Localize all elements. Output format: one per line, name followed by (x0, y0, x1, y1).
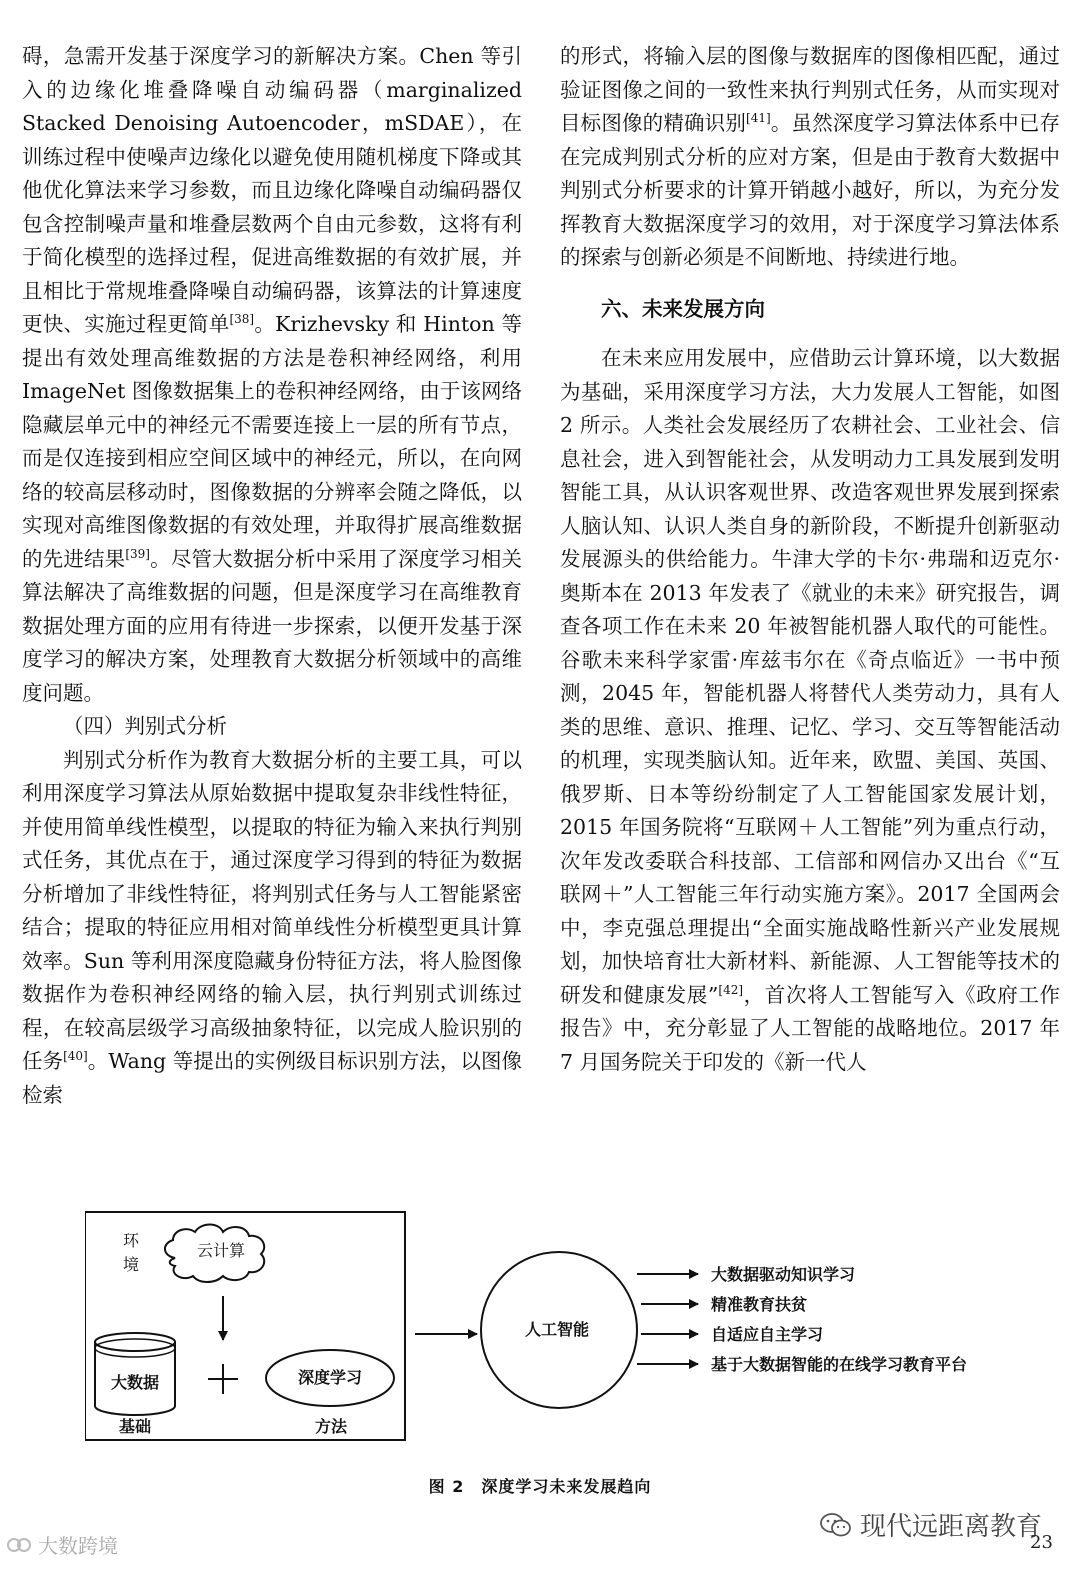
wechat-watermark (820, 1506, 1042, 1543)
base-label: 基础 (119, 1417, 152, 1436)
ai-label: 人工智能 (525, 1320, 590, 1339)
left-paragraph-2: 判别式分析作为教育大数据分析的主要工具，可以利用深度学习算法从原始数据中提取复杂非线性特征，并使用简单线性模型，以提取的特征为输入来执行判别式任务，其优点在于，通过深度学习得到的特征为数据分析增加了非线性特征，将判别式任务与人工智能紧密结合；提取的特征应用相对简单线性分析模型更具计算效率。Sun 等利用深度隐藏身份特征方法，将人脸图像数据作为卷积神经网络的输入层，执行判别式训练过程，在较高层级学习高级抽象特征，以完成人脸识别的任务[40]。Wang 等提出的实例级目标识别方法，以图像检索 (22, 747, 523, 1107)
citation-42: [42] (718, 982, 744, 997)
method-label: 方法 (315, 1417, 348, 1436)
page-number: 23 (1030, 1532, 1053, 1553)
citation-41: [41] (746, 111, 771, 126)
left-column (22, 40, 522, 1112)
figure-2-diagram (85, 1210, 1005, 1480)
corner-watermark-text: 大数跨境 (38, 1534, 118, 1558)
deep-learning-label: 深度学习 (298, 1368, 363, 1387)
right-paragraph-2: 在未来应用发展中，应借助云计算环境，以大数据为基础，采用深度学习方法，大力发展人工智能，如图 2 所示。人类社会发展经历了农耕社会、工业社会、信息社会，进入到智能社会，从发明动力工具发展到发明智能工具，从认识客观世界、改造客观世界发展到探索人脑认知、认识人类自身的新阶段，不断提升创新驱动发展源头的供给能力。牛津大学的卡尔·弗瑞和迈克尔·奥斯本在 2013 年发表了《就业的未来》研究报告，调查各项工作在未来 20 年被智能机器人取代的可能性。谷歌未来科学家雷·库兹韦尔在《奇点临近》一书中预测，2045 年，智能机器人将替代人类劳动力，具有人类的思维、意识、推理、记忆、学习、交互等智能活动的机理，实现类脑认知。近年来，欧盟、美国、英国、俄罗斯、日本等纷纷制定了人工智能国家发展计划，2015 年国务院将“互联网＋人工智能”列为重点行动，次年发改委联合科技部、工信部和网信办又出台《“互联网＋”人工智能三年行动实施方案》。2017 全国两会中，李克强总理提出“全面实施战略性新兴产业发展规划，加快培育壮大新材料、新能源、人工智能等技术的研发和健康发展”[42]，首次将人工智能写入《政府工作报告》中，充分彰显了人工智能的战略地位。2017 年 7 月国务院关于印发的《新一代人 (560, 346, 1061, 1074)
citation-39: [39] (125, 546, 150, 561)
output-label-1: 大数据驱动知识学习 (711, 1265, 856, 1284)
bigdata-label: 大数据 (111, 1373, 160, 1392)
corner-watermark (6, 1530, 118, 1559)
left-paragraph-1: 碍，急需开发基于深度学习的新解决方案。Chen 等引入的边缘化堆叠降噪自动编码器（marginalized Stacked Denoising Autoencoder，mSDAE），在训练过程中使噪声边缘化以避免使用随机梯度下降或其他优化算法来学习参数，而且边缘化降噪自动编码器仅包含控制噪声量和堆叠层数两个自由元参数，这将有利于简化模型的选择过程，促进高维数据的有效扩展，并且相比于常规堆叠降噪自动编码器，该算法的计算速度更快、实施过程更简单[38]。Krizhevsky 和 Hinton 等提出有效处理高维数据的方法是卷积神经网络，利用 ImageNet 图像数据集上的卷积神经网络，由于该网络隐藏层单元中的神经元不需要连接上一层的所有节点，而是仅连接到相应空间区域中的神经元，所以，在向网络的较高层移动时，图像数据的分辨率会随之降低，以实现对高维图像数据的有效处理，并取得扩展高维数据的先进结果[39]。尽管大数据分析中采用了深度学习相关算法解决了高维数据的问题，但是深度学习在高维教育数据处理方面的应用有待进一步探索，以便开发基于深度学习的解决方案，处理教育大数据分析领域中的高维度问题。 (22, 44, 523, 705)
right-column (560, 40, 1060, 1079)
wechat-icon (820, 1512, 852, 1538)
output-label-3: 自适应自主学习 (711, 1325, 824, 1344)
env-label-2: 境 (123, 1255, 140, 1274)
figure-2 (85, 1210, 1005, 1480)
cloud-label: 云计算 (197, 1241, 246, 1260)
output-label-2: 精准教育扶贫 (711, 1295, 808, 1314)
figure-caption: 图 2 深度学习未来发展趋向 (428, 1477, 652, 1496)
output-label-4: 基于大数据智能的在线学习教育平台 (711, 1355, 968, 1374)
citation-38: [38] (229, 312, 255, 327)
right-paragraph-1: 的形式，将输入层的图像与数据库的图像相匹配，通过验证图像之间的一致性来执行判别式任务，从而实现对目标图像的精确识别[41]。虽然深度学习算法体系中已存在完成判别式分析的应对方案，但是由于教育大数据中判别式分析要求的计算开销越小越好，所以，为充分发挥教育大数据深度学习的效用，对于深度学习算法体系的探索与创新必须是不间断地、持续进行地。 (560, 44, 1061, 269)
section-heading-future: 六、未来发展方向 (601, 296, 765, 321)
wechat-watermark-text: 现代远距离教育 (860, 1512, 1043, 1542)
citation-40: [40] (63, 1049, 88, 1064)
subheading-discriminative: （四）判别式分析 (63, 714, 227, 738)
chain-logo-icon (6, 1535, 32, 1555)
env-label-1: 环 (123, 1231, 140, 1250)
